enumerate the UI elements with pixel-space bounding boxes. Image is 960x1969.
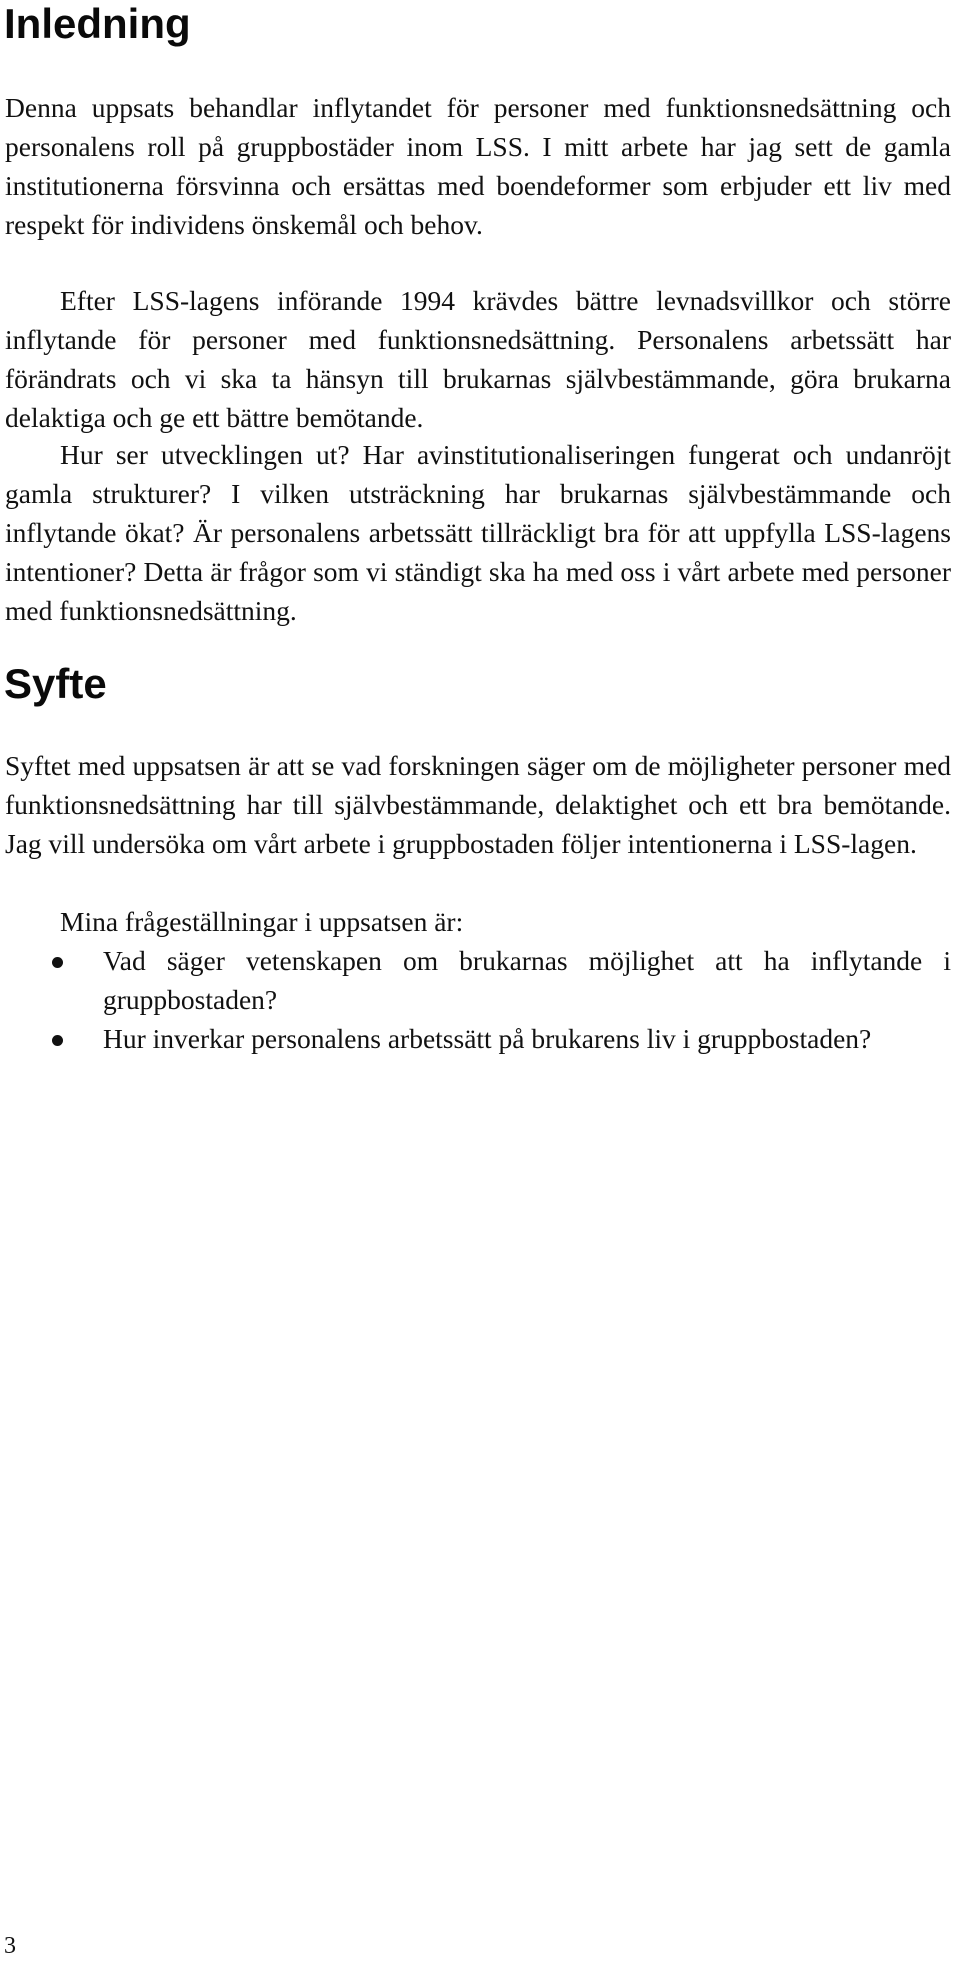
page-number: 3 — [4, 1933, 16, 1959]
bullet-icon — [52, 957, 63, 968]
list-item — [5, 1019, 951, 1058]
list-item — [5, 941, 951, 1019]
syfte-paragraph-2: Mina frågeställningar i uppsatsen är: — [60, 906, 464, 937]
research-questions-list — [5, 941, 951, 1058]
inledning-paragraph-3: Hur ser utvecklingen ut? Har avinstitutionaliseringen fungerat och undanröjt gamla strukturer? I vilken utsträckning har brukarnas självbestämmande och inflytande ökat? Är personalens arbetssätt tillräckligt bra för att uppfylla LSS-lagens intentioner? Detta är frågor som vi ständigt ska ha med oss i vårt arbete med personer med funktionsnedsättning. — [5, 439, 951, 626]
bullet-icon — [52, 1035, 63, 1046]
list-item-text: Vad säger vetenskapen om brukarnas möjlighet att ha inflytande i gruppbostaden? — [103, 945, 951, 1015]
inledning-paragraph-1: Denna uppsats behandlar inflytandet för personer med funktionsnedsättning och personalens roll på gruppbostäder inom LSS. I mitt arbete har jag sett de gamla institutionerna försvinna och ersättas med boendeformer som erbjuder ett liv med respekt för individens önskemål och behov. — [5, 92, 951, 240]
section-heading-inledning: Inledning — [4, 0, 191, 47]
syfte-paragraph-1: Syftet med uppsatsen är att se vad forskningen säger om de möjligheter personer med funktionsnedsättning har till självbestämmande, delaktighet och ett bra bemötande. Jag vill undersöka om vårt arbete i gruppbostaden följer intentionerna i LSS-lagen. — [5, 750, 951, 859]
list-item-text: Hur inverkar personalens arbetssätt på brukarens liv i gruppbostaden? — [103, 1023, 872, 1054]
inledning-paragraph-2: Efter LSS-lagens införande 1994 krävdes bättre levnadsvillkor och större inflytande för personer med funktionsnedsättning. Personalens arbetssätt har förändrats och vi ska ta hänsyn till brukarnas självbestämmande, göra brukarna delaktiga och ge ett bättre bemötande. — [5, 285, 951, 433]
section-heading-syfte: Syfte — [4, 660, 107, 707]
